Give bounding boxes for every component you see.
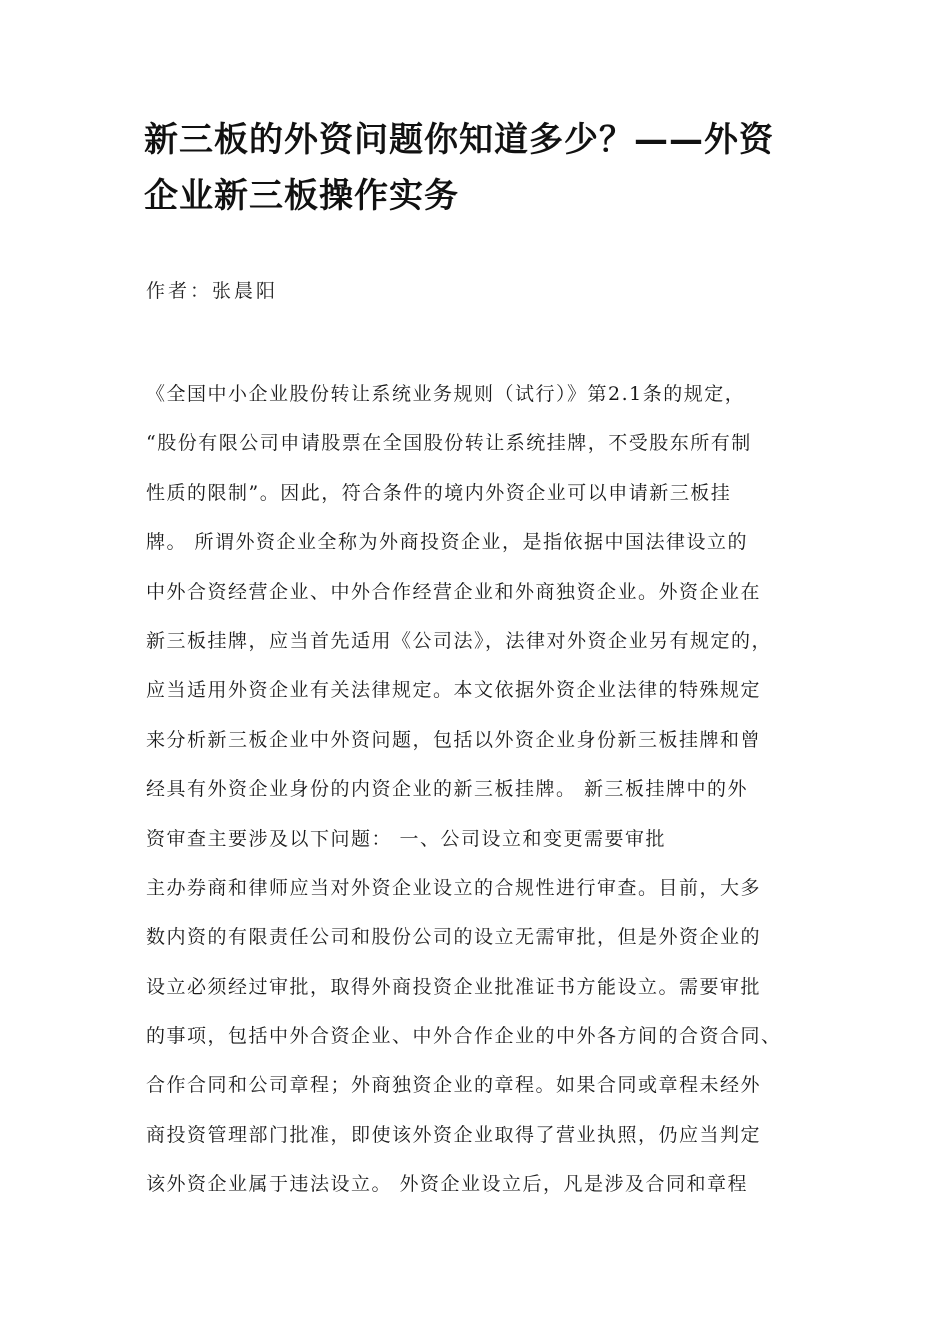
- title-line: 企业新三板操作实务: [144, 176, 459, 216]
- body-line: 设立必须经过审批，取得外商投资企业批准证书方能设立。需要审批: [146, 975, 762, 998]
- author-line: 作者：张晨阳: [146, 280, 279, 302]
- body-line: 数内资的有限责任公司和股份公司的设立无需审批，但是外资企业的: [146, 926, 762, 949]
- body-line: 应当适用外资企业有关法律规定。本文依据外资企业法律的特殊规定: [146, 679, 762, 702]
- title-line: 新三板的外资问题你知道多少？——外资: [144, 120, 774, 160]
- body-line: 《全国中小企业股份转让系统业务规则（试行）》第2.1条的规定，: [146, 383, 746, 405]
- body-line: 合作合同和公司章程；外商独资企业的章程。如果合同或章程未经外: [146, 1074, 762, 1097]
- body-line: 牌。 所谓外资企业全称为外商投资企业，是指依据中国法律设立的: [146, 531, 749, 554]
- body-line: 中外合资经营企业、中外合作经营企业和外商独资企业。外资企业在: [146, 580, 762, 603]
- body-text: [146, 370, 816, 1210]
- body-line: 新三板挂牌，应当首先适用《公司法》，法律对外资企业另有规定的，: [146, 629, 773, 652]
- body-line: 主办券商和律师应当对外资企业设立的合规性进行审查。目前，大多: [146, 876, 762, 899]
- body-line: 资审查主要涉及以下问题： 一、公司设立和变更需要审批: [146, 827, 667, 850]
- body-line: “股份有限公司申请股票在全国股份转让系统挂牌，不受股东所有制: [146, 432, 752, 455]
- body-line: 经具有外资企业身份的内资企业的新三板挂牌。 新三板挂牌中的外: [146, 778, 749, 801]
- body-line: 性质的限制”。因此，符合条件的境内外资企业可以申请新三板挂: [146, 481, 732, 504]
- body-line: 来分析新三板企业中外资问题，包括以外资企业身份新三板挂牌和曾: [146, 728, 762, 751]
- body-line: 该外资企业属于违法设立。 外资企业设立后，凡是涉及合同和章程: [146, 1173, 749, 1196]
- document-title: [144, 112, 824, 224]
- body-line: 商投资管理部门批准，即使该外资企业取得了营业执照，仍应当判定: [146, 1123, 762, 1146]
- body-line: 的事项，包括中外合资企业、中外合作企业的中外各方间的合资合同、: [146, 1025, 782, 1048]
